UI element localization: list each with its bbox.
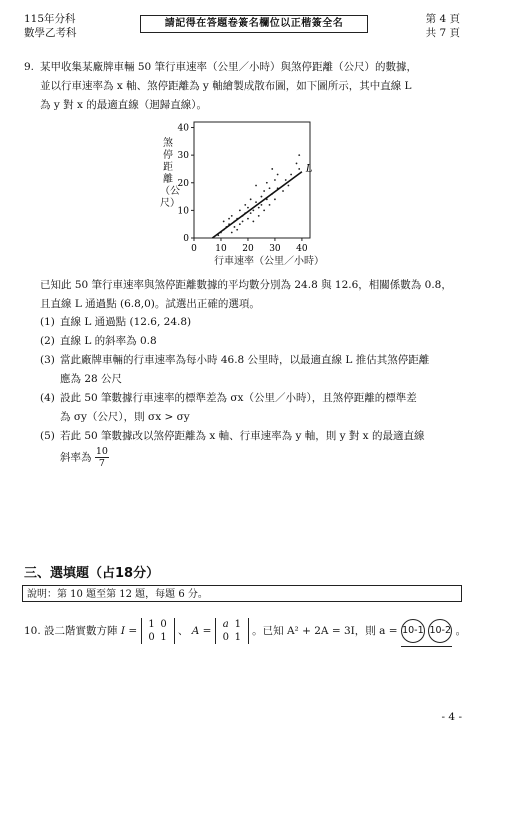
question-9-line3: 為 y 對 x 的最適直線（迴歸直線）。 xyxy=(40,99,207,111)
question-10-end: 。 xyxy=(455,625,467,637)
option-4[interactable] xyxy=(40,389,480,408)
option-3[interactable] xyxy=(40,351,480,370)
A-cell-12: 1 xyxy=(234,619,241,630)
question-9-number: 9. xyxy=(24,61,35,73)
data-point xyxy=(250,198,252,200)
I-cell-11: 1 xyxy=(148,619,155,630)
chart-y-axis-label: 煞停距離（公尺） xyxy=(160,138,180,209)
option-1-text: 直線 L 通過點 (12.6, 24.8) xyxy=(60,316,192,328)
y-tick-label: 20 xyxy=(177,178,189,189)
I-cell-22: 1 xyxy=(160,632,167,643)
chart-plot-frame xyxy=(194,122,310,238)
header-subject xyxy=(24,12,77,40)
section-3-title: 三、選填題（占18分） xyxy=(24,566,160,581)
question-9-para2: 且直線 L 通過點 (6.8,0)。試選出正確的選項。 xyxy=(40,298,260,310)
data-point xyxy=(252,209,254,211)
y-tick-label: 30 xyxy=(177,151,189,162)
identity-matrix xyxy=(141,618,175,644)
data-point xyxy=(285,179,287,181)
question-9-options xyxy=(40,313,480,469)
data-point xyxy=(252,221,254,223)
option-5[interactable] xyxy=(40,427,480,446)
data-point xyxy=(266,182,268,184)
option-5-fraction xyxy=(95,446,109,469)
question-10-pre: 設二階實數方陣 xyxy=(44,625,118,637)
data-point xyxy=(288,185,290,187)
option-3-text: 當此廠牌車輛的行車速率為每小時 46.8 公里時，以最適直線 L 推估其煞停距離 xyxy=(60,354,430,366)
data-point xyxy=(261,204,263,206)
header-sign-reminder: 請記得在答題卷簽名欄位以正楷簽全名 xyxy=(140,15,368,33)
option-4-number: (4) xyxy=(40,392,55,404)
option-3-number: (3) xyxy=(40,354,55,366)
option-1[interactable] xyxy=(40,313,480,332)
data-point xyxy=(231,215,233,217)
fraction-denominator: 7 xyxy=(98,458,105,469)
scatter-chart xyxy=(158,116,358,268)
y-tick-label: 40 xyxy=(177,123,189,134)
option-5-number: (5) xyxy=(40,430,55,442)
regression-line-label: L xyxy=(305,163,313,175)
header-page-info xyxy=(426,12,460,40)
question-9-stem xyxy=(24,58,474,115)
data-point xyxy=(296,163,298,165)
x-tick-label: 0 xyxy=(191,244,197,254)
A-cell-22: 1 xyxy=(234,632,241,643)
data-point xyxy=(298,168,300,170)
data-point xyxy=(258,215,260,217)
question-9-body xyxy=(40,276,480,314)
I-cell-12: 0 xyxy=(160,619,167,630)
data-point xyxy=(247,218,249,220)
data-point xyxy=(250,212,252,214)
data-point xyxy=(274,179,276,181)
I-cell-21: 0 xyxy=(148,632,155,643)
section-3-note: 說明：第 10 題至第 12 題，每題 6 分。 xyxy=(22,585,462,602)
data-point xyxy=(263,190,265,192)
data-point xyxy=(277,174,279,176)
x-tick-label: 20 xyxy=(242,244,254,254)
option-4-text: 設此 50 筆數據行車速率的標準差為 σx（公里／小時），且煞停距離的標準差 xyxy=(60,392,417,404)
question-9-line2: 並以行車速率為 x 軸、煞停距離為 y 軸繪製成散布圖，如下圖所示，其中直線 L xyxy=(40,80,412,92)
data-point xyxy=(223,221,225,223)
data-point xyxy=(234,226,236,228)
matrix-A xyxy=(215,618,249,644)
data-point xyxy=(255,185,257,187)
A-cell-11: a xyxy=(222,619,229,630)
option-3-continued: 應為 28 公尺 xyxy=(60,373,123,385)
option-4-continued: 為 σy（公尺），則 σx > σy xyxy=(60,411,190,423)
page-footer-number: - 4 - xyxy=(441,711,462,723)
data-point xyxy=(236,229,238,231)
question-10-sep: 、 xyxy=(177,625,189,637)
data-point xyxy=(282,190,284,192)
regression-line xyxy=(212,172,302,238)
data-point xyxy=(244,204,246,206)
data-point xyxy=(255,201,257,203)
option-1-number: (1) xyxy=(40,316,55,328)
data-point xyxy=(261,196,263,198)
data-point xyxy=(274,198,276,200)
option-5-slope-text: 斜率為 xyxy=(60,451,92,464)
data-point xyxy=(247,207,249,209)
matrix-A-label: A = xyxy=(191,625,212,637)
x-tick-label: 30 xyxy=(269,244,281,254)
data-point xyxy=(258,207,260,209)
data-point xyxy=(239,223,241,225)
data-point xyxy=(239,209,241,211)
data-point xyxy=(231,232,233,234)
y-tick-label: 0 xyxy=(183,234,189,244)
scatter-chart-plot xyxy=(178,122,313,254)
question-10-mid: 。已知 A² + 2A = 3I，則 a = xyxy=(252,625,398,637)
header-page-total: 共 7 頁 xyxy=(425,27,460,39)
option-2-text: 直線 L 的斜率為 0.8 xyxy=(60,335,157,347)
option-5-continued xyxy=(40,446,480,469)
A-cell-21: 0 xyxy=(222,632,229,643)
question-9-line1: 某甲收集某廠牌車輛 50 筆行車速率（公里／小時）與煞停距離（公尺）的數據， xyxy=(40,61,418,73)
question-9-para1: 已知此 50 筆行車速率與煞停距離數據的平均數分別為 24.8 與 12.6，相關係數為 0.8， xyxy=(40,279,452,291)
data-point xyxy=(290,174,292,176)
question-10 xyxy=(24,618,484,647)
data-point xyxy=(242,221,244,223)
option-5-text: 若此 50 筆數據改以煞停距離為 x 軸、行車速率為 y 軸，則 y 對 x 的最適直線 xyxy=(60,430,425,442)
identity-matrix-label: I = xyxy=(120,625,138,637)
data-point xyxy=(269,187,271,189)
data-point xyxy=(271,168,273,170)
option-2[interactable] xyxy=(40,332,480,351)
data-point xyxy=(269,204,271,206)
header-subject-name: 數學乙考科 xyxy=(24,27,77,39)
answer-box-10-1[interactable]: 10-1 xyxy=(401,619,425,643)
data-point xyxy=(228,218,230,220)
y-tick-label: 10 xyxy=(177,206,189,217)
answer-box-10-2[interactable]: 10-2 xyxy=(428,619,452,643)
chart-x-axis-label: 行車速率（公里／小時） xyxy=(214,256,324,267)
fraction-numerator: 10 xyxy=(95,446,108,457)
option-2-number: (2) xyxy=(40,335,55,347)
data-point xyxy=(263,209,265,211)
x-tick-label: 10 xyxy=(215,244,227,254)
header-year: 115年分科 xyxy=(24,13,76,25)
question-10-number: 10. xyxy=(24,625,41,637)
answer-blank-group[interactable] xyxy=(401,618,452,647)
header-page-number: 第 4 頁 xyxy=(425,13,460,25)
data-point xyxy=(298,154,300,156)
x-tick-label: 40 xyxy=(296,244,308,254)
